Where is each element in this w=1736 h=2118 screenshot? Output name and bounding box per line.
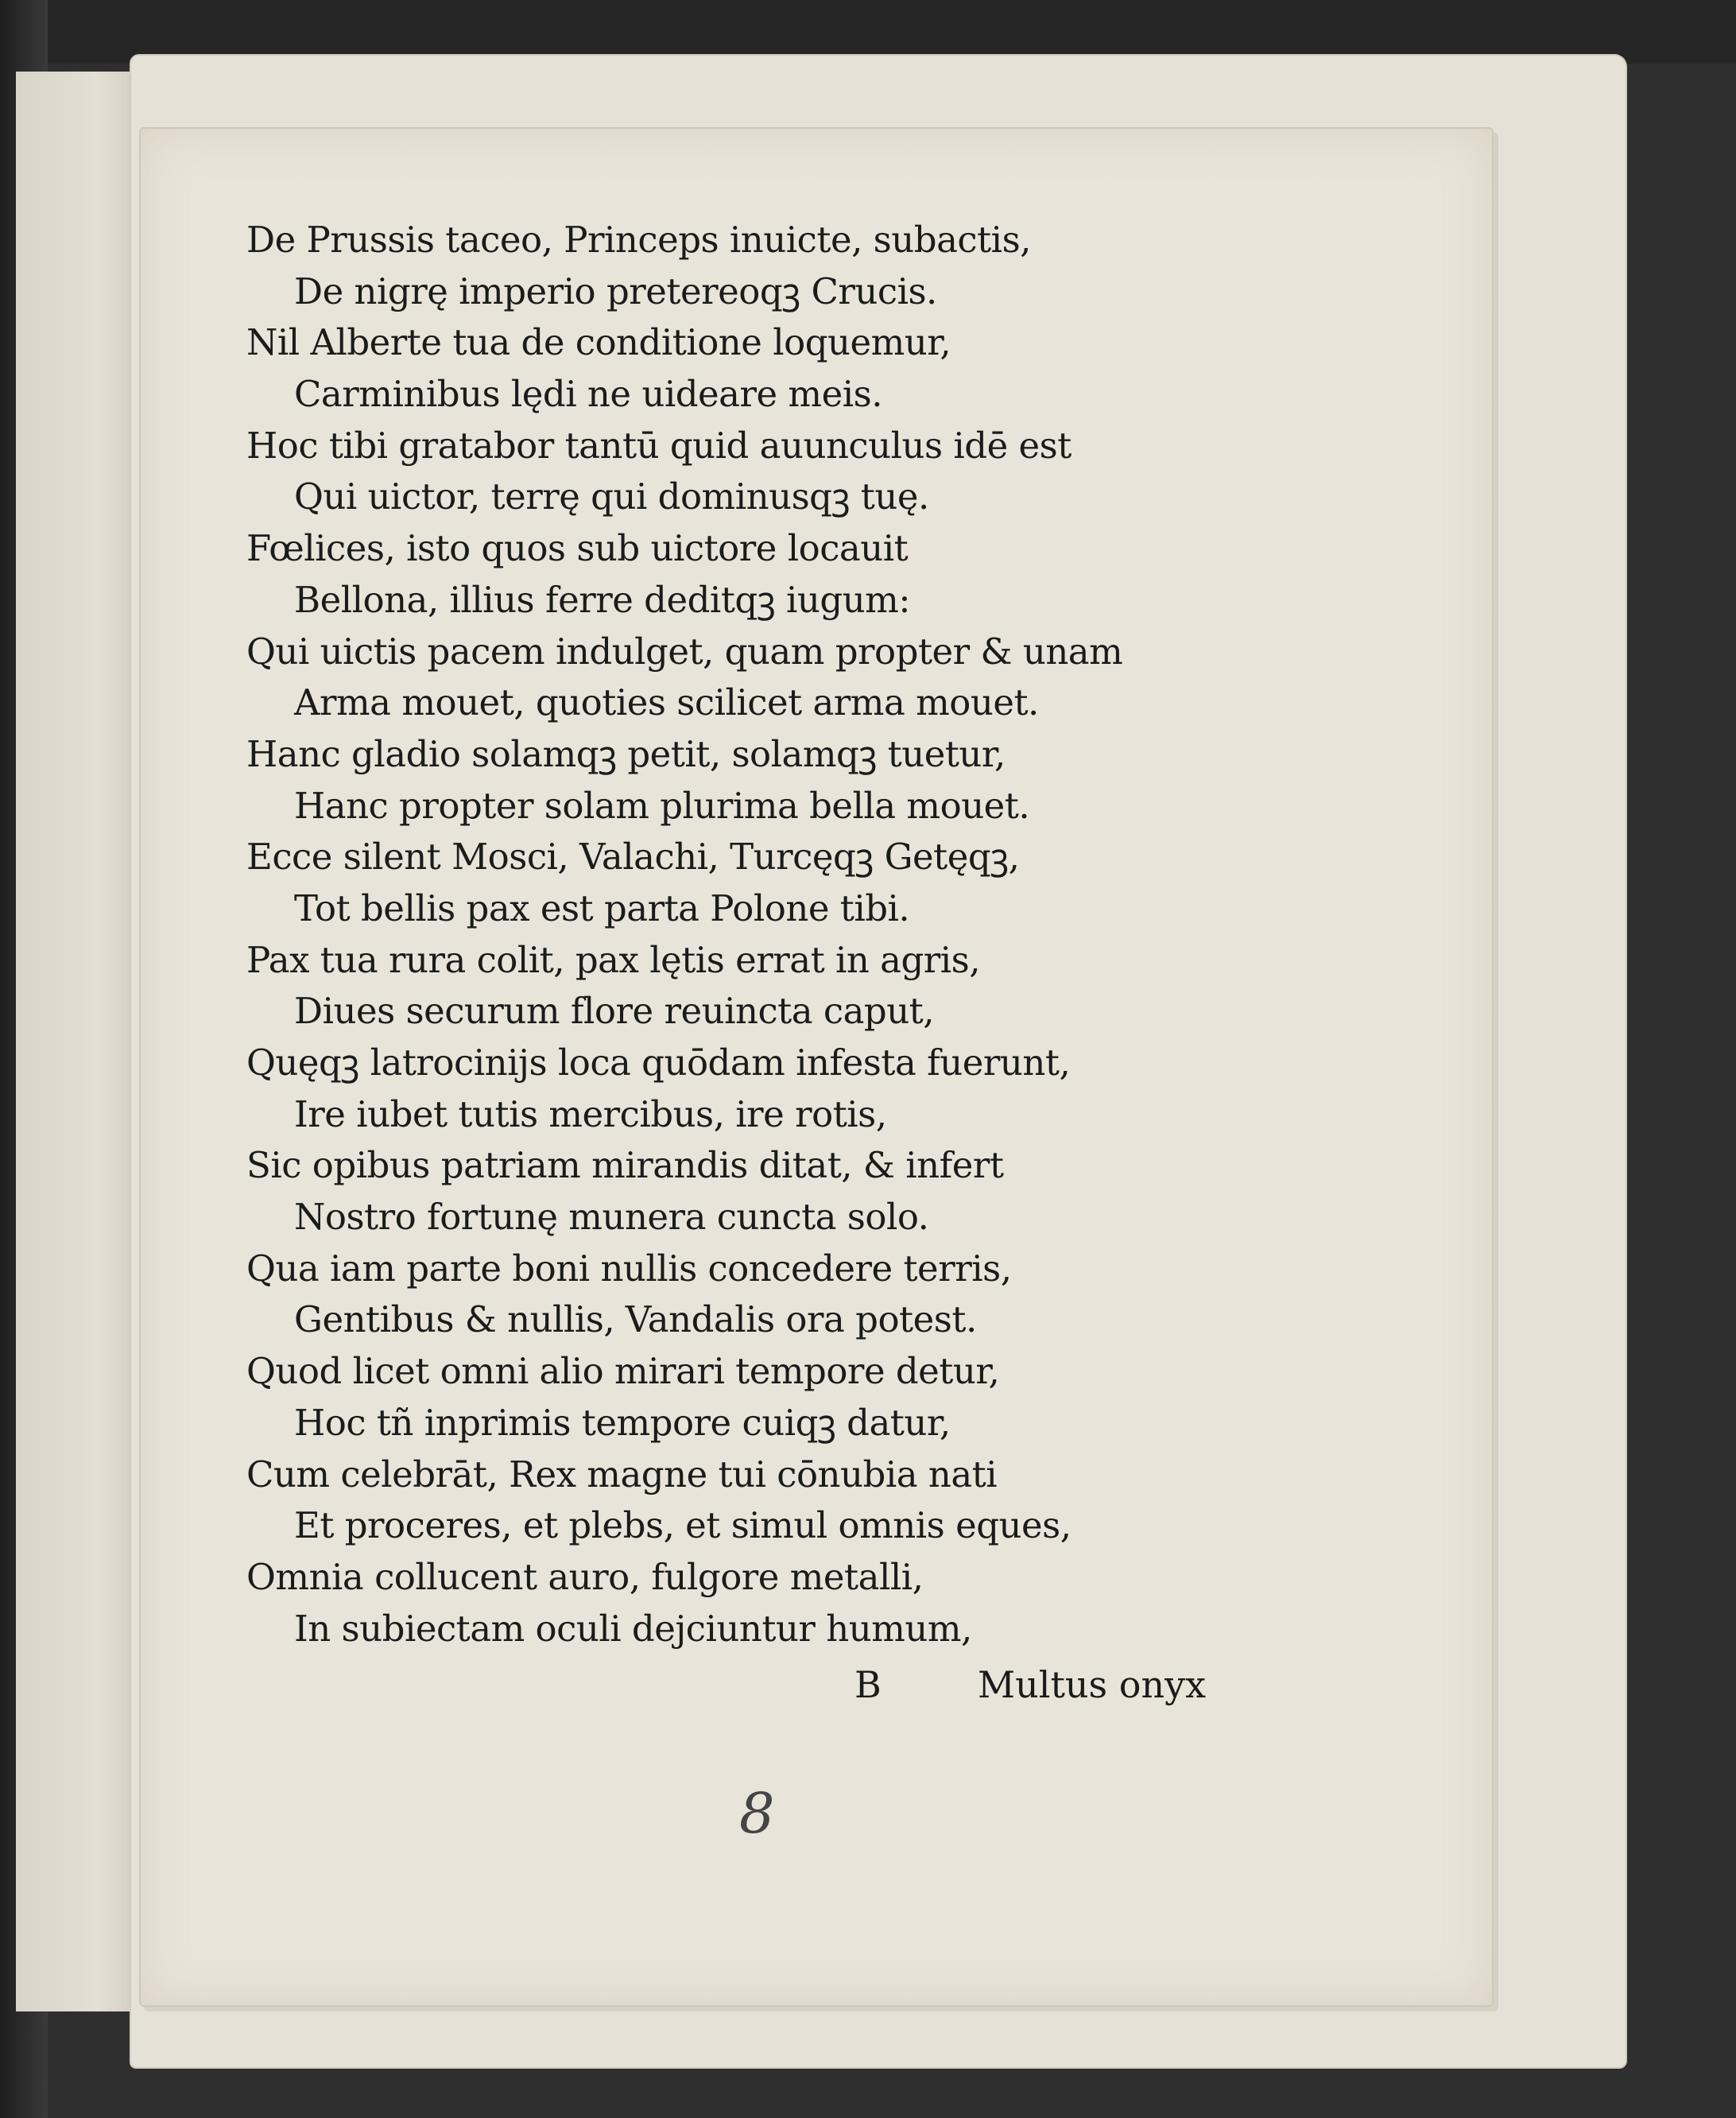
verse-line: Hanc gladio solamqꝫ petit, solamqꝫ tuetur,	[246, 732, 1006, 775]
verse-line: Hanc propter solam plurima bella mouet.	[294, 784, 1030, 827]
verse-line: Quęqꝫ latrociniјs loca quōdam infesta fuerunt,	[246, 1042, 1071, 1084]
verse-line: Arma mouet, quoties scilicet arma mouet.	[294, 681, 1039, 724]
verse-line: Sic opibus patriam mirandis ditat, & infert	[246, 1144, 1004, 1187]
folio-number: 8	[739, 1781, 775, 1846]
verse-line: Ecce silent Mosci, Valachi, Turcęqꝫ Getęqꝫ,	[246, 836, 1020, 879]
verse-line: Carminibus lędi ne uideare meis.	[294, 373, 883, 416]
verse-line: Qui uictis pacem indulget, quam propter & unam	[246, 630, 1123, 673]
verse-line: Qua iam parte boni nullis concedere terris,	[246, 1247, 1012, 1290]
verse-block	[246, 215, 1280, 1654]
verse-line: Bellona, illius ferre deditqꝫ iugum:	[294, 578, 911, 621]
verse-line: Qui uictor, terrę qui dominusqꝫ tuę.	[294, 475, 929, 518]
verse-line: Pax tua rura colit, pax lętis errat in agris,	[246, 938, 981, 981]
verse-line: Quod licet omni alio mirari tempore detur,	[246, 1350, 1000, 1393]
verse-line: Nostro fortunę munera cuncta solo.	[294, 1196, 929, 1239]
verse-line: De Prussis taceo, Princeps inuicte, subactis,	[246, 219, 1031, 261]
verse-line: Hoc tibi gratabor tantū quid auunculus idē est	[246, 424, 1071, 467]
verse-line: Fœlices, isto quos sub uictore locauit	[246, 527, 909, 570]
verse-line: Gentibus & nullis, Vandalis ora potest.	[294, 1298, 977, 1341]
verse-line: De nigrę imperio pretereoqꝫ Crucis.	[294, 270, 937, 312]
verse-line: Omnia collucent auro, fulgore metalli,	[246, 1555, 924, 1598]
verse-line: Diues securum flore reuincta caput,	[294, 990, 935, 1033]
verse-line: Hoc tñ inprimis tempore cuiqꝫ datur,	[294, 1401, 951, 1444]
verse-line: Tot bellis pax est parta Polone tibi.	[294, 886, 910, 929]
verse-line: In subiectam oculi dejciuntur humum,	[294, 1607, 972, 1650]
verse-line: Nil Alberte tua de conditione loquemur,	[246, 321, 951, 364]
background-top	[0, 0, 1736, 64]
verse-line: Ire iubet tutis mercibus, ire rotis,	[294, 1092, 887, 1135]
signature-mark: B	[854, 1663, 882, 1706]
verse-line: Et proceres, et plebs, et simul omnis eques,	[294, 1504, 1071, 1547]
verse-line: Cum celebrāt, Rex magne tui cōnubia nati	[246, 1453, 998, 1495]
catchword: Multus onyx	[978, 1663, 1207, 1706]
